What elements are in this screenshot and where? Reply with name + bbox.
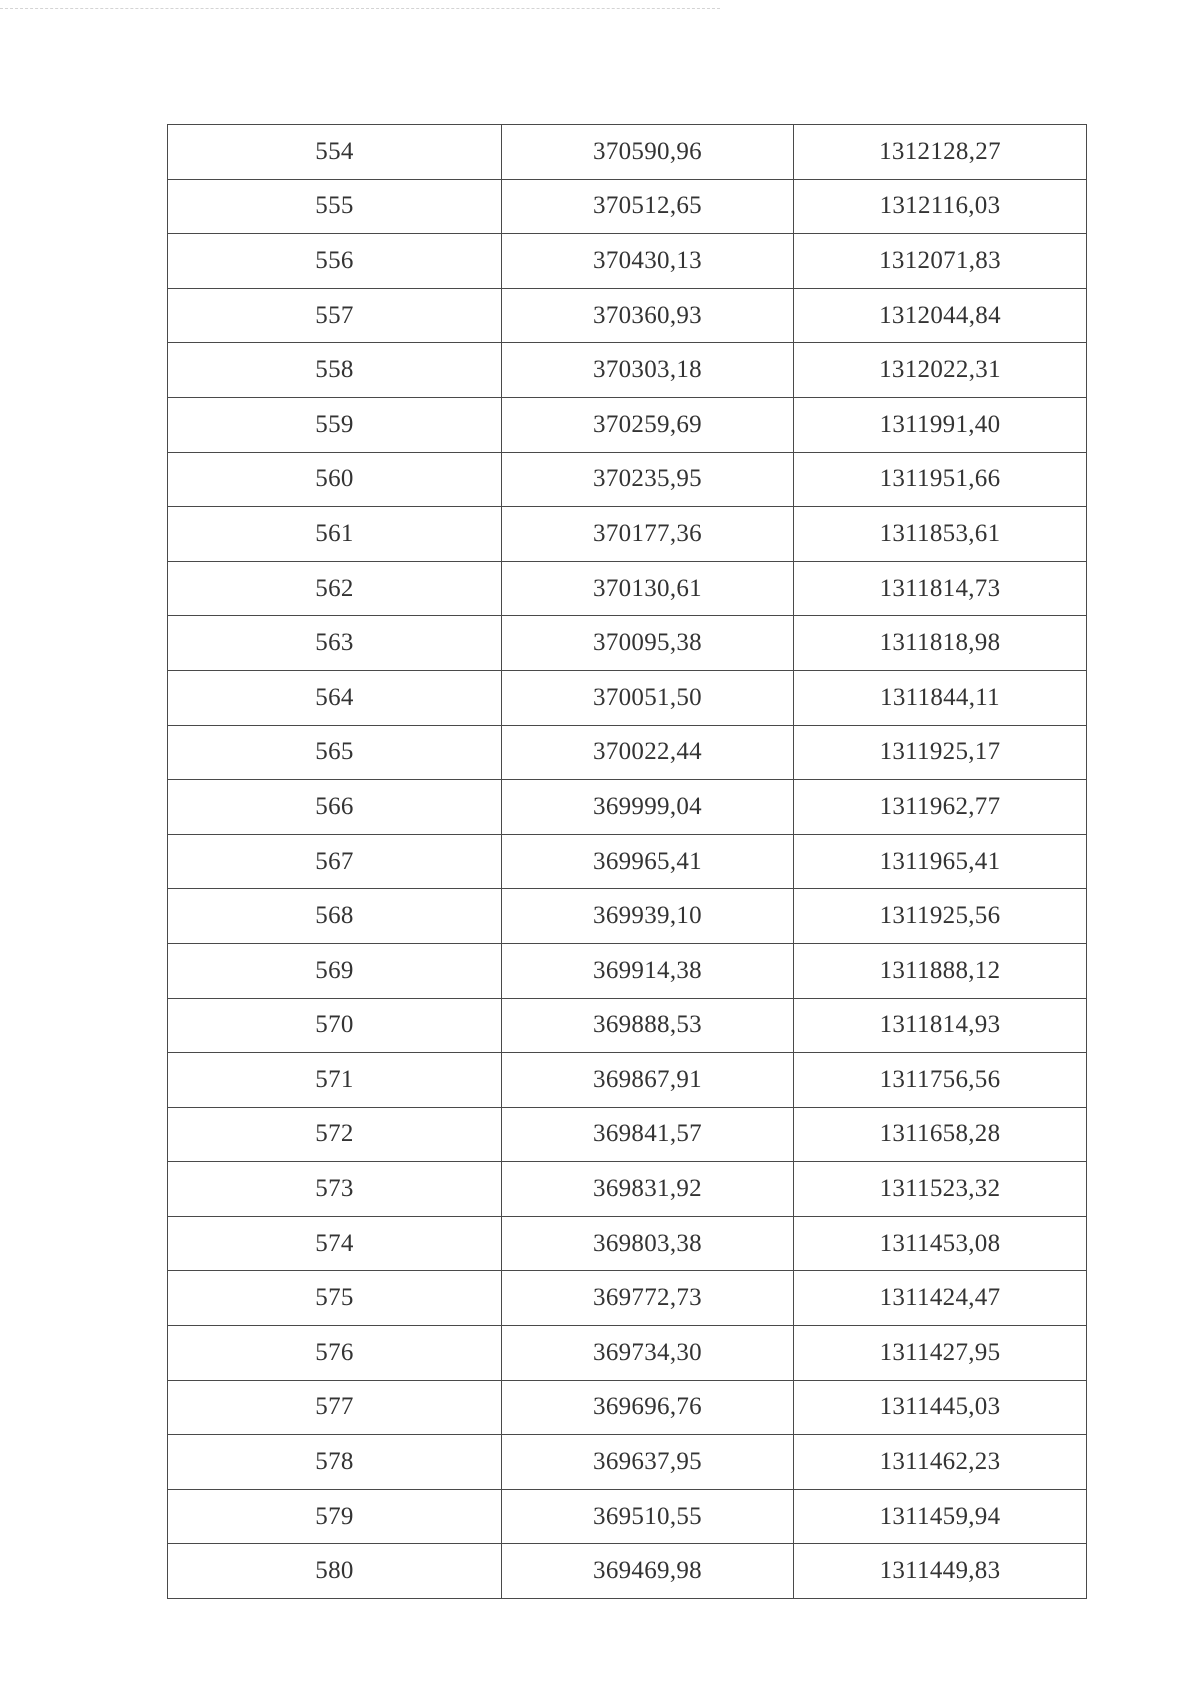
point-number-cell: 574 [168, 1216, 502, 1271]
table-row [168, 889, 1087, 944]
y-coordinate-cell: 1311658,28 [794, 1107, 1087, 1162]
scan-edge-line [0, 8, 720, 9]
x-coordinate-cell: 370430,13 [502, 234, 794, 289]
point-number-cell: 563 [168, 616, 502, 671]
y-coordinate-cell: 1311462,23 [794, 1435, 1087, 1490]
y-coordinate-cell: 1311445,03 [794, 1380, 1087, 1435]
table-row [168, 452, 1087, 507]
point-number-cell: 564 [168, 670, 502, 725]
coordinates-table-body [168, 125, 1087, 1599]
x-coordinate-cell: 370360,93 [502, 288, 794, 343]
table-row [168, 1216, 1087, 1271]
table-row [168, 1435, 1087, 1490]
x-coordinate-cell: 370051,50 [502, 670, 794, 725]
y-coordinate-cell: 1311449,83 [794, 1544, 1087, 1599]
x-coordinate-cell: 369888,53 [502, 998, 794, 1053]
table-row [168, 1053, 1087, 1108]
y-coordinate-cell: 1311962,77 [794, 780, 1087, 835]
table-row [168, 943, 1087, 998]
table-row [168, 1271, 1087, 1326]
y-coordinate-cell: 1311925,56 [794, 889, 1087, 944]
point-number-cell: 577 [168, 1380, 502, 1435]
point-number-cell: 560 [168, 452, 502, 507]
x-coordinate-cell: 369999,04 [502, 780, 794, 835]
table-row [168, 561, 1087, 616]
point-number-cell: 559 [168, 397, 502, 452]
x-coordinate-cell: 370590,96 [502, 125, 794, 180]
point-number-cell: 569 [168, 943, 502, 998]
table-row [168, 616, 1087, 671]
y-coordinate-cell: 1311844,11 [794, 670, 1087, 725]
point-number-cell: 568 [168, 889, 502, 944]
point-number-cell: 556 [168, 234, 502, 289]
y-coordinate-cell: 1311853,61 [794, 507, 1087, 562]
table-row [168, 288, 1087, 343]
point-number-cell: 565 [168, 725, 502, 780]
y-coordinate-cell: 1311991,40 [794, 397, 1087, 452]
y-coordinate-cell: 1312022,31 [794, 343, 1087, 398]
table-row [168, 125, 1087, 180]
x-coordinate-cell: 370095,38 [502, 616, 794, 671]
point-number-cell: 579 [168, 1489, 502, 1544]
x-coordinate-cell: 369772,73 [502, 1271, 794, 1326]
x-coordinate-cell: 369831,92 [502, 1162, 794, 1217]
x-coordinate-cell: 370235,95 [502, 452, 794, 507]
y-coordinate-cell: 1312044,84 [794, 288, 1087, 343]
point-number-cell: 578 [168, 1435, 502, 1490]
x-coordinate-cell: 369734,30 [502, 1326, 794, 1381]
point-number-cell: 572 [168, 1107, 502, 1162]
x-coordinate-cell: 369939,10 [502, 889, 794, 944]
y-coordinate-cell: 1311814,93 [794, 998, 1087, 1053]
x-coordinate-cell: 369637,95 [502, 1435, 794, 1490]
x-coordinate-cell: 369841,57 [502, 1107, 794, 1162]
table-row [168, 1162, 1087, 1217]
y-coordinate-cell: 1311965,41 [794, 834, 1087, 889]
point-number-cell: 555 [168, 179, 502, 234]
x-coordinate-cell: 370130,61 [502, 561, 794, 616]
table-row [168, 1380, 1087, 1435]
table-row [168, 834, 1087, 889]
table-row [168, 234, 1087, 289]
y-coordinate-cell: 1311459,94 [794, 1489, 1087, 1544]
table-row [168, 343, 1087, 398]
point-number-cell: 557 [168, 288, 502, 343]
point-number-cell: 567 [168, 834, 502, 889]
y-coordinate-cell: 1312128,27 [794, 125, 1087, 180]
point-number-cell: 554 [168, 125, 502, 180]
table-row [168, 179, 1087, 234]
x-coordinate-cell: 369510,55 [502, 1489, 794, 1544]
point-number-cell: 575 [168, 1271, 502, 1326]
y-coordinate-cell: 1311888,12 [794, 943, 1087, 998]
point-number-cell: 576 [168, 1326, 502, 1381]
x-coordinate-cell: 370022,44 [502, 725, 794, 780]
point-number-cell: 580 [168, 1544, 502, 1599]
y-coordinate-cell: 1311814,73 [794, 561, 1087, 616]
x-coordinate-cell: 369803,38 [502, 1216, 794, 1271]
point-number-cell: 570 [168, 998, 502, 1053]
table-row [168, 1544, 1087, 1599]
coordinates-table [167, 124, 1087, 1599]
table-row [168, 725, 1087, 780]
y-coordinate-cell: 1311523,32 [794, 1162, 1087, 1217]
y-coordinate-cell: 1311453,08 [794, 1216, 1087, 1271]
table-row [168, 1326, 1087, 1381]
table-row [168, 397, 1087, 452]
y-coordinate-cell: 1311951,66 [794, 452, 1087, 507]
table-row [168, 780, 1087, 835]
x-coordinate-cell: 370259,69 [502, 397, 794, 452]
x-coordinate-cell: 369696,76 [502, 1380, 794, 1435]
table-row [168, 1489, 1087, 1544]
y-coordinate-cell: 1311818,98 [794, 616, 1087, 671]
table-row [168, 1107, 1087, 1162]
x-coordinate-cell: 370303,18 [502, 343, 794, 398]
x-coordinate-cell: 369867,91 [502, 1053, 794, 1108]
x-coordinate-cell: 369914,38 [502, 943, 794, 998]
point-number-cell: 561 [168, 507, 502, 562]
table-row [168, 507, 1087, 562]
y-coordinate-cell: 1311756,56 [794, 1053, 1087, 1108]
y-coordinate-cell: 1312116,03 [794, 179, 1087, 234]
x-coordinate-cell: 369469,98 [502, 1544, 794, 1599]
point-number-cell: 573 [168, 1162, 502, 1217]
y-coordinate-cell: 1311424,47 [794, 1271, 1087, 1326]
x-coordinate-cell: 369965,41 [502, 834, 794, 889]
point-number-cell: 558 [168, 343, 502, 398]
point-number-cell: 571 [168, 1053, 502, 1108]
table-row [168, 998, 1087, 1053]
y-coordinate-cell: 1311925,17 [794, 725, 1087, 780]
x-coordinate-cell: 370512,65 [502, 179, 794, 234]
y-coordinate-cell: 1312071,83 [794, 234, 1087, 289]
point-number-cell: 562 [168, 561, 502, 616]
x-coordinate-cell: 370177,36 [502, 507, 794, 562]
y-coordinate-cell: 1311427,95 [794, 1326, 1087, 1381]
point-number-cell: 566 [168, 780, 502, 835]
table-row [168, 670, 1087, 725]
